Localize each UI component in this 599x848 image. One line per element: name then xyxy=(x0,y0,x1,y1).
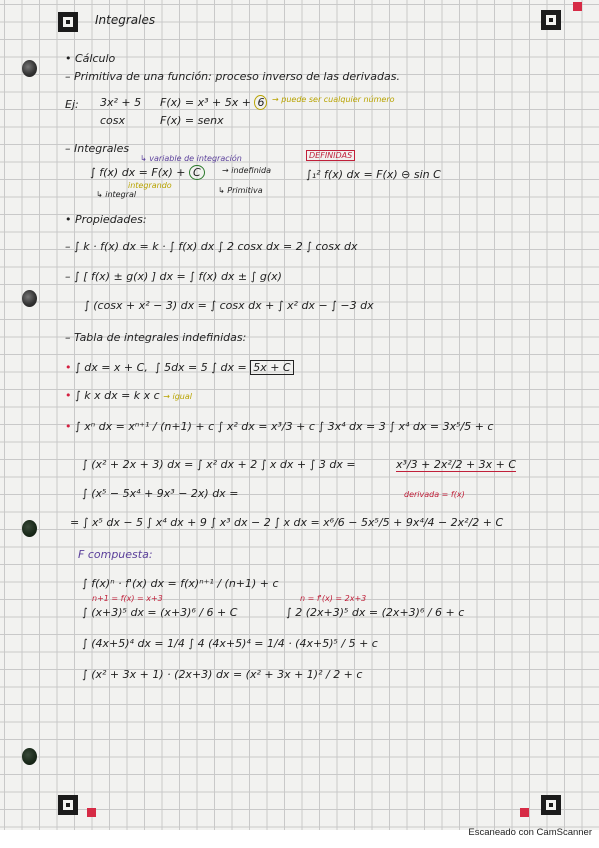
red-corner-mark xyxy=(573,2,582,11)
property-1: – ∫ k · f(x) dx = k · ∫ f(x) dx ∫ 2 cosx dx = 2 ∫ cosx dx xyxy=(65,240,358,253)
binder-hole xyxy=(22,290,37,307)
property-2: – ∫ [ f(x) ± g(x) ] dx = ∫ f(x) dx ± ∫ g(x) xyxy=(65,270,282,283)
compuesta-heading: F compuesta: xyxy=(78,548,153,561)
ej-left-2: cosx xyxy=(100,114,126,127)
table-row-4: ∫ (x² + 2x + 3) dx = ∫ x² dx + 2 ∫ x dx + ∫ 3 dx = xyxy=(82,458,356,471)
compuesta-note-1: n+1 = f(x) = x+3 xyxy=(92,594,163,603)
binder-hole xyxy=(22,748,37,765)
ej-right-1: F(x) = x³ + 5x + 6 xyxy=(160,96,267,109)
propiedades-heading: • Propiedades: xyxy=(65,213,147,226)
binder-hole xyxy=(22,60,37,77)
integrales-heading: – Integrales xyxy=(65,142,130,155)
corner-marker-top-left xyxy=(58,12,78,32)
definidas-expression: ∫₁² f(x) dx = F(x) ⊖ sin C xyxy=(306,168,441,181)
compuesta-rule: ∫ f(x)ⁿ · f'(x) dx = f(x)ⁿ⁺¹ / (n+1) + c xyxy=(82,577,279,590)
integrando-note: integrando xyxy=(128,181,172,190)
igual-note: → igual xyxy=(163,392,192,401)
ej-arrow-note: → puede ser cualquier número xyxy=(272,95,395,104)
table-row-4-result: x³/3 + 2x²/2 + 3x + C xyxy=(396,458,517,471)
scanner-watermark: Escaneado con CamScanner xyxy=(468,827,592,838)
corner-marker-bottom-right xyxy=(541,795,561,815)
integral-expression: ∫ f(x) dx = F(x) + C xyxy=(90,166,205,179)
table-row-2: • ∫ k x dx = k x c → igual xyxy=(65,389,192,402)
derivada-note: derivada = f(x) xyxy=(404,490,465,499)
binder-hole xyxy=(22,520,37,537)
integral-note: ↳ integral xyxy=(96,190,137,199)
variable-note: ↳ variable de integración xyxy=(140,154,242,163)
compuesta-example-3: ∫ (4x+5)⁴ dx = 1/4 ∫ 4 (4x+5)⁴ = 1/4 · (4x+5)⁵ / 5 + c xyxy=(82,637,378,650)
ej-left-1: 3x² + 5 xyxy=(100,96,142,109)
constant-circle: 6 xyxy=(254,95,267,110)
compuesta-example-1: ∫ (x+3)⁵ dx = (x+3)⁶ / 6 + C xyxy=(82,606,238,619)
boxed-result: 5x + C xyxy=(250,360,293,375)
indefinida-note: → indefinida xyxy=(222,166,271,175)
compuesta-example-4: ∫ (x² + 3x + 1) · (2x+3) dx = (x² + 3x + 1)² / 2 + c xyxy=(82,668,363,681)
corner-marker-bottom-left xyxy=(58,795,78,815)
table-row-3: • ∫ xⁿ dx = xⁿ⁺¹ / (n+1) + c ∫ x² dx = x³/3 + c ∫ 3x⁴ dx = 3 ∫ x⁴ dx = 3x⁵/5 + c xyxy=(65,420,494,433)
primitiva-note: ↳ Primitiva xyxy=(218,186,263,195)
table-row-5: ∫ (x⁵ − 5x⁴ + 9x³ − 2x) dx = xyxy=(82,487,239,500)
property-3: ∫ (cosx + x² − 3) dx = ∫ cosx dx + ∫ x² dx − ∫ −3 dx xyxy=(84,299,374,312)
calculo-line: • Cálculo xyxy=(65,52,116,65)
tabla-heading: – Tabla de integrales indefinidas: xyxy=(65,331,247,344)
compuesta-example-2: ∫ 2 (2x+3)⁵ dx = (2x+3)⁶ / 6 + c xyxy=(286,606,465,619)
corner-marker-top-right xyxy=(541,10,561,30)
page-title: Integrales xyxy=(95,13,156,27)
ej-label: Ej: xyxy=(65,98,79,111)
definidas-label: DEFINIDAS xyxy=(306,151,355,160)
ej-right-2: F(x) = senx xyxy=(160,114,224,127)
constant-c-circle: C xyxy=(189,165,205,180)
red-corner-mark xyxy=(87,808,96,817)
compuesta-note-2: n = f'(x) = 2x+3 xyxy=(300,594,367,603)
primitiva-line: – Primitiva de una función: proceso inverso de las derivadas. xyxy=(65,70,400,83)
red-corner-mark xyxy=(520,808,529,817)
table-row-6: = ∫ x⁵ dx − 5 ∫ x⁴ dx + 9 ∫ x³ dx − 2 ∫ x dx = x⁶/6 − 5x⁵/5 + 9x⁴/4 − 2x²/2 + C xyxy=(70,516,504,529)
table-row-1: • ∫ dx = x + C, ∫ 5dx = 5 ∫ dx = 5x + C xyxy=(65,361,294,374)
